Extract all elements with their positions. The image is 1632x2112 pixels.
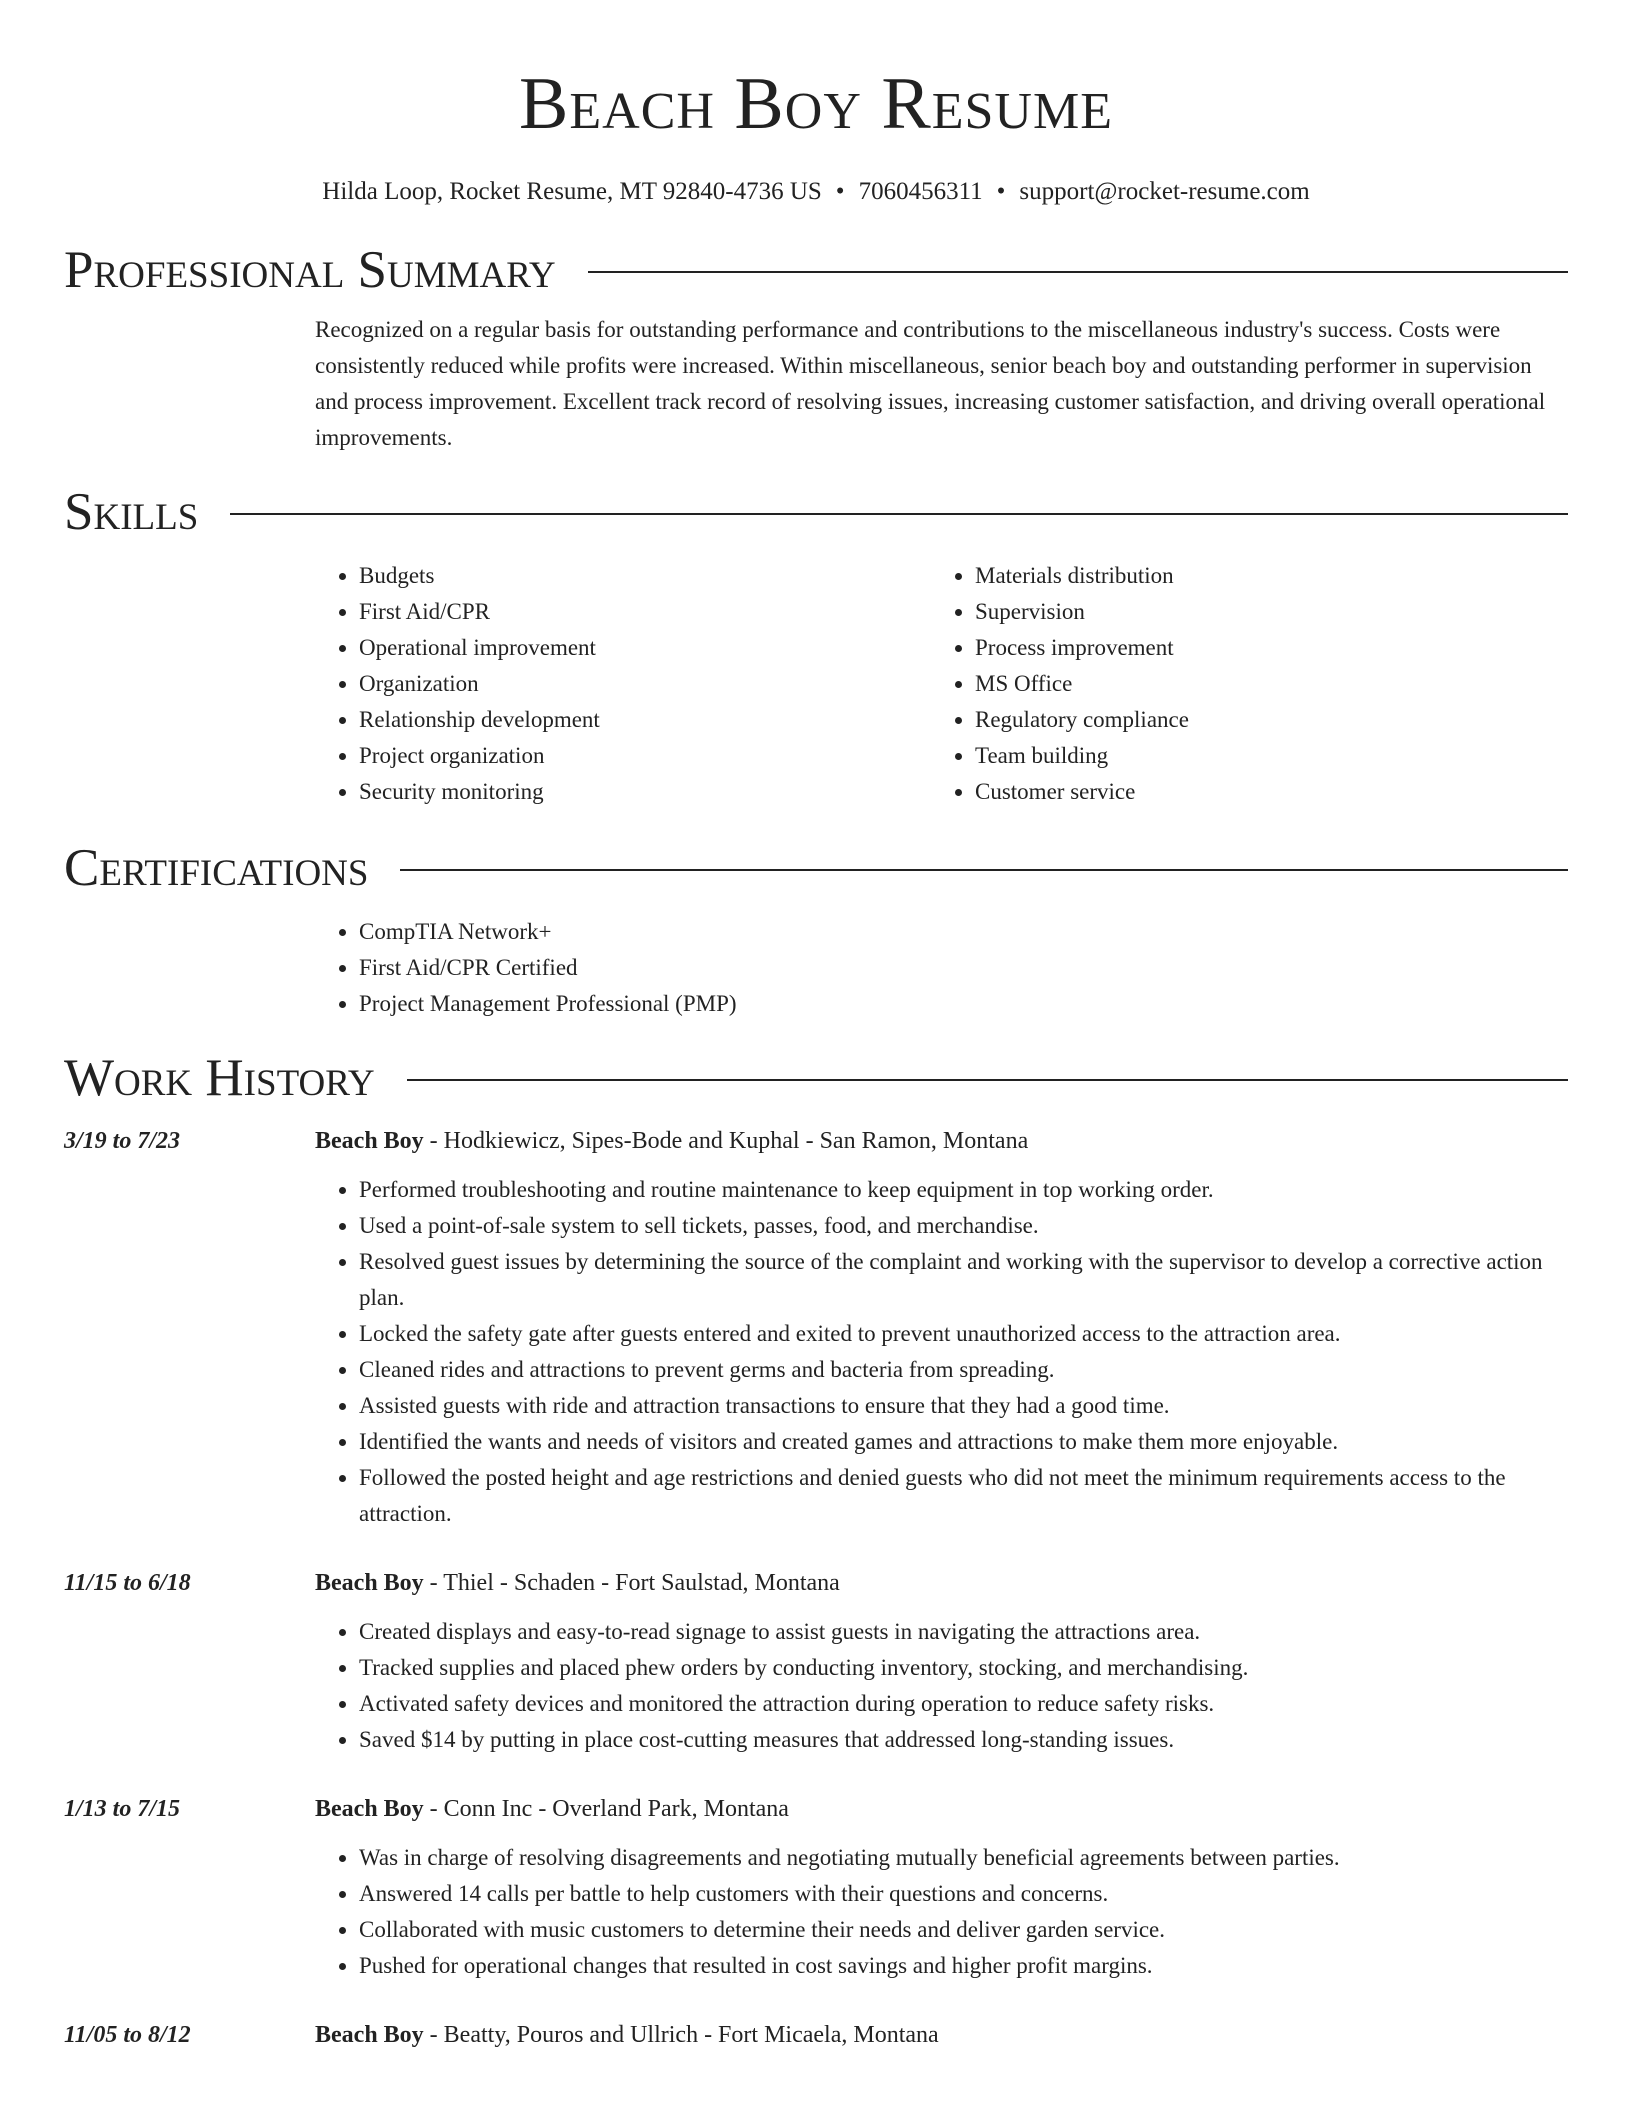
list-item: • Customer service: [975, 774, 1547, 810]
contact-line: [64, 176, 1568, 208]
job-entry: [64, 1566, 1568, 1758]
list-item: • Followed the posted height and age restrictions and denied guests who did not meet the minimum requirements access to the attraction.: [359, 1460, 1568, 1532]
list-item: • Project organization: [359, 738, 931, 774]
job-title-line: [315, 2018, 1568, 2052]
section-divider: [407, 1079, 1568, 1081]
job-details: [315, 2018, 1568, 2066]
list-item: • Supervision: [975, 594, 1547, 630]
skills-list-left: [315, 558, 931, 810]
job-role: Beach Boy: [315, 2022, 424, 2048]
section-divider: [588, 271, 1568, 273]
skills-column-left: [315, 558, 931, 810]
list-item: • Project Management Professional (PMP): [359, 986, 1568, 1022]
skills-columns: [315, 558, 1568, 810]
skills-column-right: [931, 558, 1547, 810]
job-bullets: [315, 1614, 1568, 1758]
list-item: • Performed troubleshooting and routine maintenance to keep equipment in top working order.: [359, 1172, 1568, 1208]
job-entry: [64, 1792, 1568, 1984]
list-item: • Tracked supplies and placed phew orders by conducting inventory, stocking, and merchandising.: [359, 1650, 1568, 1686]
list-item: • Budgets: [359, 558, 931, 594]
list-item: • Collaborated with music customers to determine their needs and deliver garden service.: [359, 1912, 1568, 1948]
work-history-header: [64, 1048, 1568, 1108]
job-role: Beach Boy: [315, 1570, 424, 1596]
list-item: • Was in charge of resolving disagreements and negotiating mutually beneficial agreements between parties.: [359, 1840, 1568, 1876]
job-date: 3/19 to 7/23: [64, 1128, 181, 1154]
list-item: • Materials distribution: [975, 558, 1547, 594]
certifications-list: [315, 914, 1568, 1022]
job-bullets: [315, 1172, 1568, 1532]
contact-phone: 7060456311: [858, 178, 983, 205]
job-employer: - Conn Inc - Overland Park, Montana: [423, 1796, 789, 1822]
skills-header: [64, 482, 1568, 542]
job-role: Beach Boy: [315, 1796, 424, 1822]
list-item: • Identified the wants and needs of visitors and created games and attractions to make them more enjoyable.: [359, 1424, 1568, 1460]
job-bullets: [315, 1840, 1568, 1984]
list-item: • Organization: [359, 666, 931, 702]
skills-title: Skills: [64, 483, 199, 541]
skills-section: [64, 482, 1568, 810]
contact-separator: •: [835, 178, 845, 205]
job-title-line: [315, 1792, 1568, 1826]
list-item: • Resolved guest issues by determining the source of the complaint and working with the supervisor to develop a corrective action plan.: [359, 1244, 1568, 1316]
resume-name: Beach Boy Resume: [519, 63, 1113, 145]
list-item: • Used a point-of-sale system to sell tickets, passes, food, and merchandise.: [359, 1208, 1568, 1244]
job-role: Beach Boy: [315, 1128, 424, 1154]
list-item: • MS Office: [975, 666, 1547, 702]
work-history-section: [64, 1048, 1568, 2066]
summary-header: [64, 240, 1568, 300]
list-item: • Process improvement: [975, 630, 1547, 666]
job-details: [315, 1124, 1568, 1532]
list-item: • Cleaned rides and attractions to prevent germs and bacteria from spreading.: [359, 1352, 1568, 1388]
list-item: • Activated safety devices and monitored the attraction during operation to reduce safety risks.: [359, 1686, 1568, 1722]
job-date: 11/05 to 8/12: [64, 2022, 191, 2048]
list-item: • Answered 14 calls per battle to help customers with their questions and concerns.: [359, 1876, 1568, 1912]
contact-address: Hilda Loop, Rocket Resume, MT 92840-4736 US: [322, 178, 822, 205]
contact-separator: •: [996, 178, 1006, 205]
job-date: 1/13 to 7/15: [64, 1796, 181, 1822]
resume-page: [64, 0, 1568, 2066]
list-item: • Relationship development: [359, 702, 931, 738]
list-item: • First Aid/CPR Certified: [359, 950, 1568, 986]
list-item: • Security monitoring: [359, 774, 931, 810]
job-entry: [64, 1124, 1568, 1532]
contact-email: support@rocket-resume.com: [1019, 178, 1310, 205]
list-item: • CompTIA Network+: [359, 914, 1568, 950]
list-item: • Saved $14 by putting in place cost-cutting measures that addressed long-standing issues.: [359, 1722, 1568, 1758]
list-item: • Created displays and easy-to-read signage to assist guests in navigating the attractions area.: [359, 1614, 1568, 1650]
list-item: • First Aid/CPR: [359, 594, 931, 630]
job-date: 11/15 to 6/18: [64, 1570, 191, 1596]
job-entry: [64, 2018, 1568, 2066]
job-title-line: [315, 1566, 1568, 1600]
summary-text: Recognized on a regular basis for outstanding performance and contributions to the miscellaneous industry's success. Costs were consistently reduced while profits were increased. Within miscellaneous, senior beach boy and outstanding performer in supervision and process improvement. Excellent track record of resolving issues, increasing customer satisfaction, and driving overall operational improvements.: [315, 317, 1546, 450]
certifications-title: Certifications: [64, 839, 369, 897]
job-employer: - Hodkiewicz, Sipes-Bode and Kuphal - San Ramon, Montana: [423, 1128, 1029, 1154]
certifications-header: [64, 838, 1568, 898]
work-history-title: Work History: [64, 1049, 375, 1107]
section-divider: [230, 513, 1568, 515]
list-item: • Locked the safety gate after guests entered and exited to prevent unauthorized access to the attraction area.: [359, 1316, 1568, 1352]
skills-list-right: [931, 558, 1547, 810]
section-divider: [400, 869, 1568, 871]
job-details: [315, 1566, 1568, 1758]
job-employer: - Beatty, Pouros and Ullrich - Fort Micaela, Montana: [423, 2022, 939, 2048]
certifications-body: [315, 914, 1568, 1022]
list-item: • Team building: [975, 738, 1547, 774]
list-item: • Regulatory compliance: [975, 702, 1547, 738]
certifications-section: [64, 838, 1568, 1022]
job-details: [315, 1792, 1568, 1984]
list-item: • Pushed for operational changes that resulted in cost savings and higher profit margins.: [359, 1948, 1568, 1984]
job-title-line: [315, 1124, 1568, 1158]
summary-title: Professional Summary: [64, 241, 556, 299]
summary-section: [64, 240, 1568, 456]
job-employer: - Thiel - Schaden - Fort Saulstad, Montana: [423, 1570, 840, 1596]
list-item: • Assisted guests with ride and attraction transactions to ensure that they had a good time.: [359, 1388, 1568, 1424]
list-item: • Operational improvement: [359, 630, 931, 666]
